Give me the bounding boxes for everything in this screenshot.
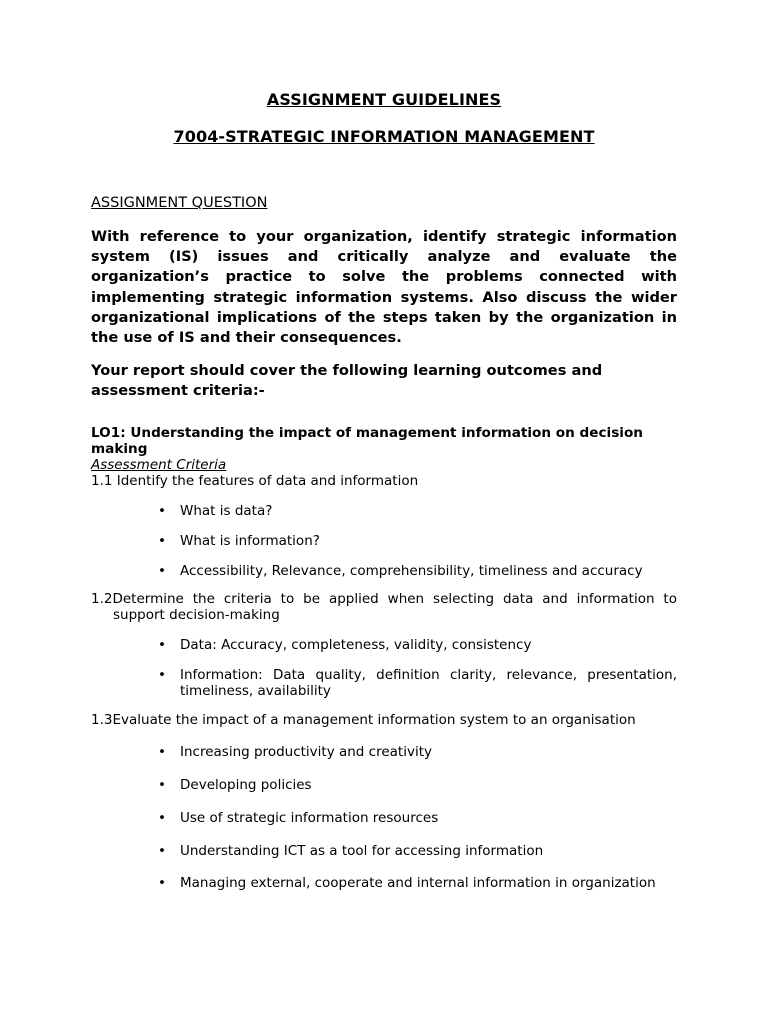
list-item bbox=[158, 533, 320, 549]
list-item-text: What is data? bbox=[180, 503, 273, 519]
list-item bbox=[158, 667, 677, 699]
list-item-line: Information: Data quality, definition clarity, relevance, presentation, bbox=[180, 667, 677, 683]
course-title: 7004-STRATEGIC INFORMATION MANAGEMENT bbox=[173, 127, 595, 146]
list-item-text: What is information? bbox=[180, 533, 320, 549]
list-item-text: Data: Accuracy, completeness, validity, consistency bbox=[180, 637, 532, 653]
list-item-text: Increasing productivity and creativity bbox=[180, 744, 432, 760]
question-line: the use of IS and their consequences. bbox=[91, 328, 402, 346]
report-instruction-paragraph bbox=[91, 361, 677, 401]
list-item bbox=[158, 637, 531, 653]
bullet-icon: • bbox=[158, 637, 166, 653]
list-item-text: Use of strategic information resources bbox=[180, 810, 439, 826]
list-item-text: Understanding ICT as a tool for accessing information bbox=[180, 843, 544, 859]
list-item-line: timeliness, availability bbox=[180, 683, 331, 699]
question-line: implementing strategic information systems. Also discuss the wider bbox=[91, 288, 677, 306]
list-item-text: Managing external, cooperate and internal information in organization bbox=[180, 875, 656, 891]
bullet-icon: • bbox=[158, 875, 166, 891]
list-item-text: Accessibility, Relevance, comprehensibility, timeliness and accuracy bbox=[180, 563, 643, 579]
lo1-heading: LO1: Understanding the impact of management information on decision making bbox=[91, 425, 643, 457]
list-item-text: Developing policies bbox=[180, 777, 312, 793]
assignment-question-paragraph bbox=[91, 227, 677, 348]
bullet-icon: • bbox=[158, 744, 166, 760]
bullet-icon: • bbox=[158, 667, 166, 683]
list-item bbox=[158, 875, 656, 891]
report-line: Your report should cover the following learning outcomes and bbox=[91, 362, 603, 379]
criterion-line: 1.2Determine the criteria to be applied when selecting data and information to bbox=[91, 591, 677, 607]
list-item bbox=[158, 843, 543, 859]
bullet-icon: • bbox=[158, 810, 166, 826]
criterion-1-3: 1.3Evaluate the impact of a management information system to an organisation bbox=[91, 712, 636, 728]
bullet-icon: • bbox=[158, 533, 166, 549]
criterion-1-2 bbox=[91, 591, 677, 623]
bullet-icon: • bbox=[158, 503, 166, 519]
list-item bbox=[158, 777, 312, 793]
bullet-icon: • bbox=[158, 777, 166, 793]
document-title: ASSIGNMENT GUIDELINES bbox=[266, 90, 502, 109]
criterion-1-1: 1.1 Identify the features of data and information bbox=[91, 473, 419, 489]
assignment-question-heading: ASSIGNMENT QUESTION bbox=[91, 195, 268, 211]
list-item-text bbox=[158, 667, 677, 699]
criterion-line: support decision-making bbox=[113, 607, 280, 623]
question-line: organizational implications of the steps taken by the organization in bbox=[91, 308, 677, 326]
report-line: assessment criteria:- bbox=[91, 382, 265, 400]
question-line: system (IS) issues and critically analyze and evaluate the bbox=[91, 248, 677, 266]
list-item bbox=[158, 563, 643, 579]
assessment-criteria-label: Assessment Criteria bbox=[91, 457, 227, 473]
list-item bbox=[158, 744, 432, 760]
question-line: organization’s practice to solve the problems connected with bbox=[91, 268, 677, 286]
list-item bbox=[158, 503, 272, 519]
bullet-icon: • bbox=[158, 563, 166, 579]
list-item bbox=[158, 810, 438, 826]
question-line: With reference to your organization, identify strategic information bbox=[91, 228, 677, 245]
bullet-icon: • bbox=[158, 843, 166, 859]
